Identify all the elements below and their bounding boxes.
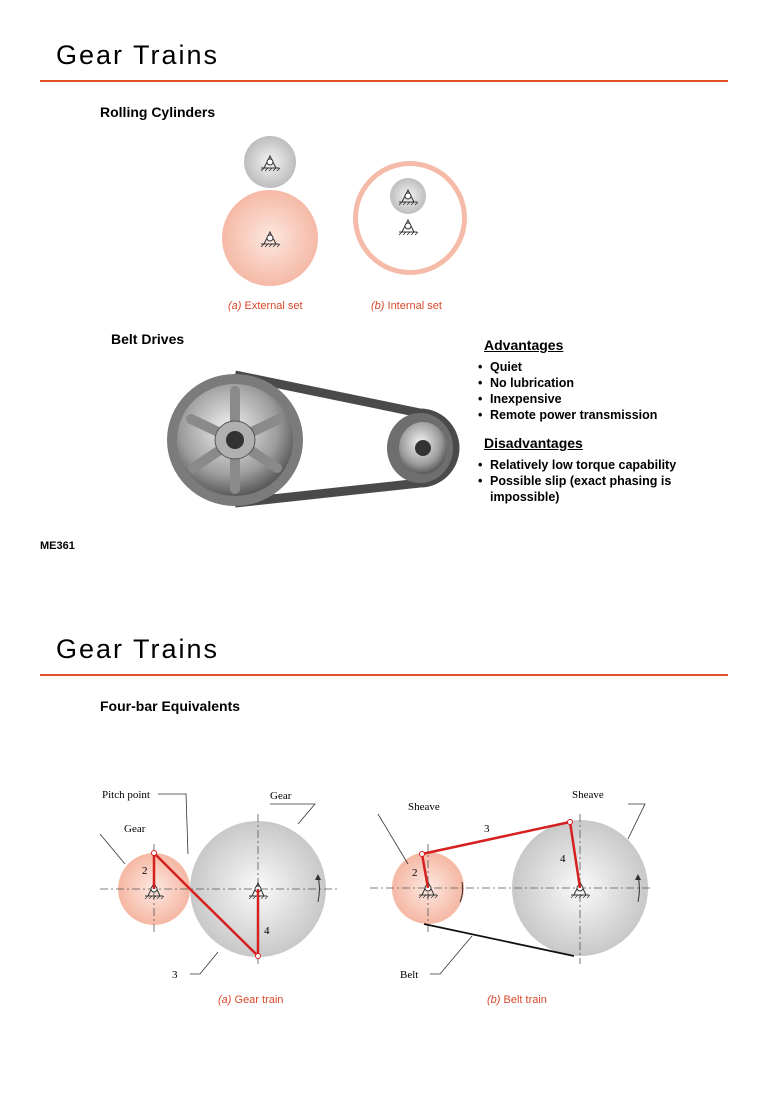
link-3-label: 3	[484, 823, 490, 835]
link-2-label: 2	[142, 865, 148, 877]
disadvantages-heading: Disadvantages	[484, 435, 583, 451]
list-item: • Quiet	[478, 359, 738, 375]
caption-belt-train: (b) Belt train	[487, 994, 547, 1006]
large-sheave-label: Sheave	[572, 789, 604, 801]
link-3-label: 3	[172, 969, 178, 981]
title-rule	[40, 674, 728, 676]
four-bar-heading: Four-bar Equivalents	[100, 698, 241, 714]
pitch-point-label: Pitch point	[102, 789, 150, 801]
slide-2	[0, 594, 768, 1106]
advantages-heading: Advantages	[484, 337, 564, 353]
belt-label: Belt	[400, 969, 419, 981]
rolling-cylinders-figure	[210, 130, 490, 290]
link-4-label: 4	[560, 853, 566, 865]
list-item: • Inexpensive	[478, 391, 738, 407]
rolling-cylinders-heading: Rolling Cylinders	[100, 104, 216, 120]
slide-1	[0, 0, 768, 552]
small-sheave-label: Sheave	[408, 801, 440, 813]
small-gear-label: Gear	[124, 823, 146, 835]
list-item: • Relatively low torque capability	[478, 457, 723, 473]
large-gear-label: Gear	[270, 790, 292, 802]
caption-internal-set: (b) Internal set	[371, 300, 442, 312]
course-footer: ME361	[40, 540, 75, 552]
gear-train-figure	[90, 784, 360, 994]
slide-title: Gear Trains	[56, 634, 220, 664]
caption-external-set: (a) External set	[228, 300, 303, 312]
link-2-label: 2	[412, 867, 418, 879]
list-item: • Possible slip (exact phasing is impossible)	[478, 473, 723, 505]
link-4-label: 4	[264, 925, 270, 937]
belt-drive-figure	[165, 365, 465, 515]
list-item: • Remote power transmission	[478, 407, 738, 423]
belt-train-figure	[360, 784, 660, 994]
title-rule	[40, 80, 728, 82]
advantages-list	[478, 359, 738, 423]
disadvantages-list	[478, 457, 723, 505]
belt-drives-heading: Belt Drives	[111, 331, 185, 347]
list-item: • No lubrication	[478, 375, 738, 391]
slide-title: Gear Trains	[56, 40, 220, 70]
caption-gear-train: (a) Gear train	[218, 994, 284, 1006]
